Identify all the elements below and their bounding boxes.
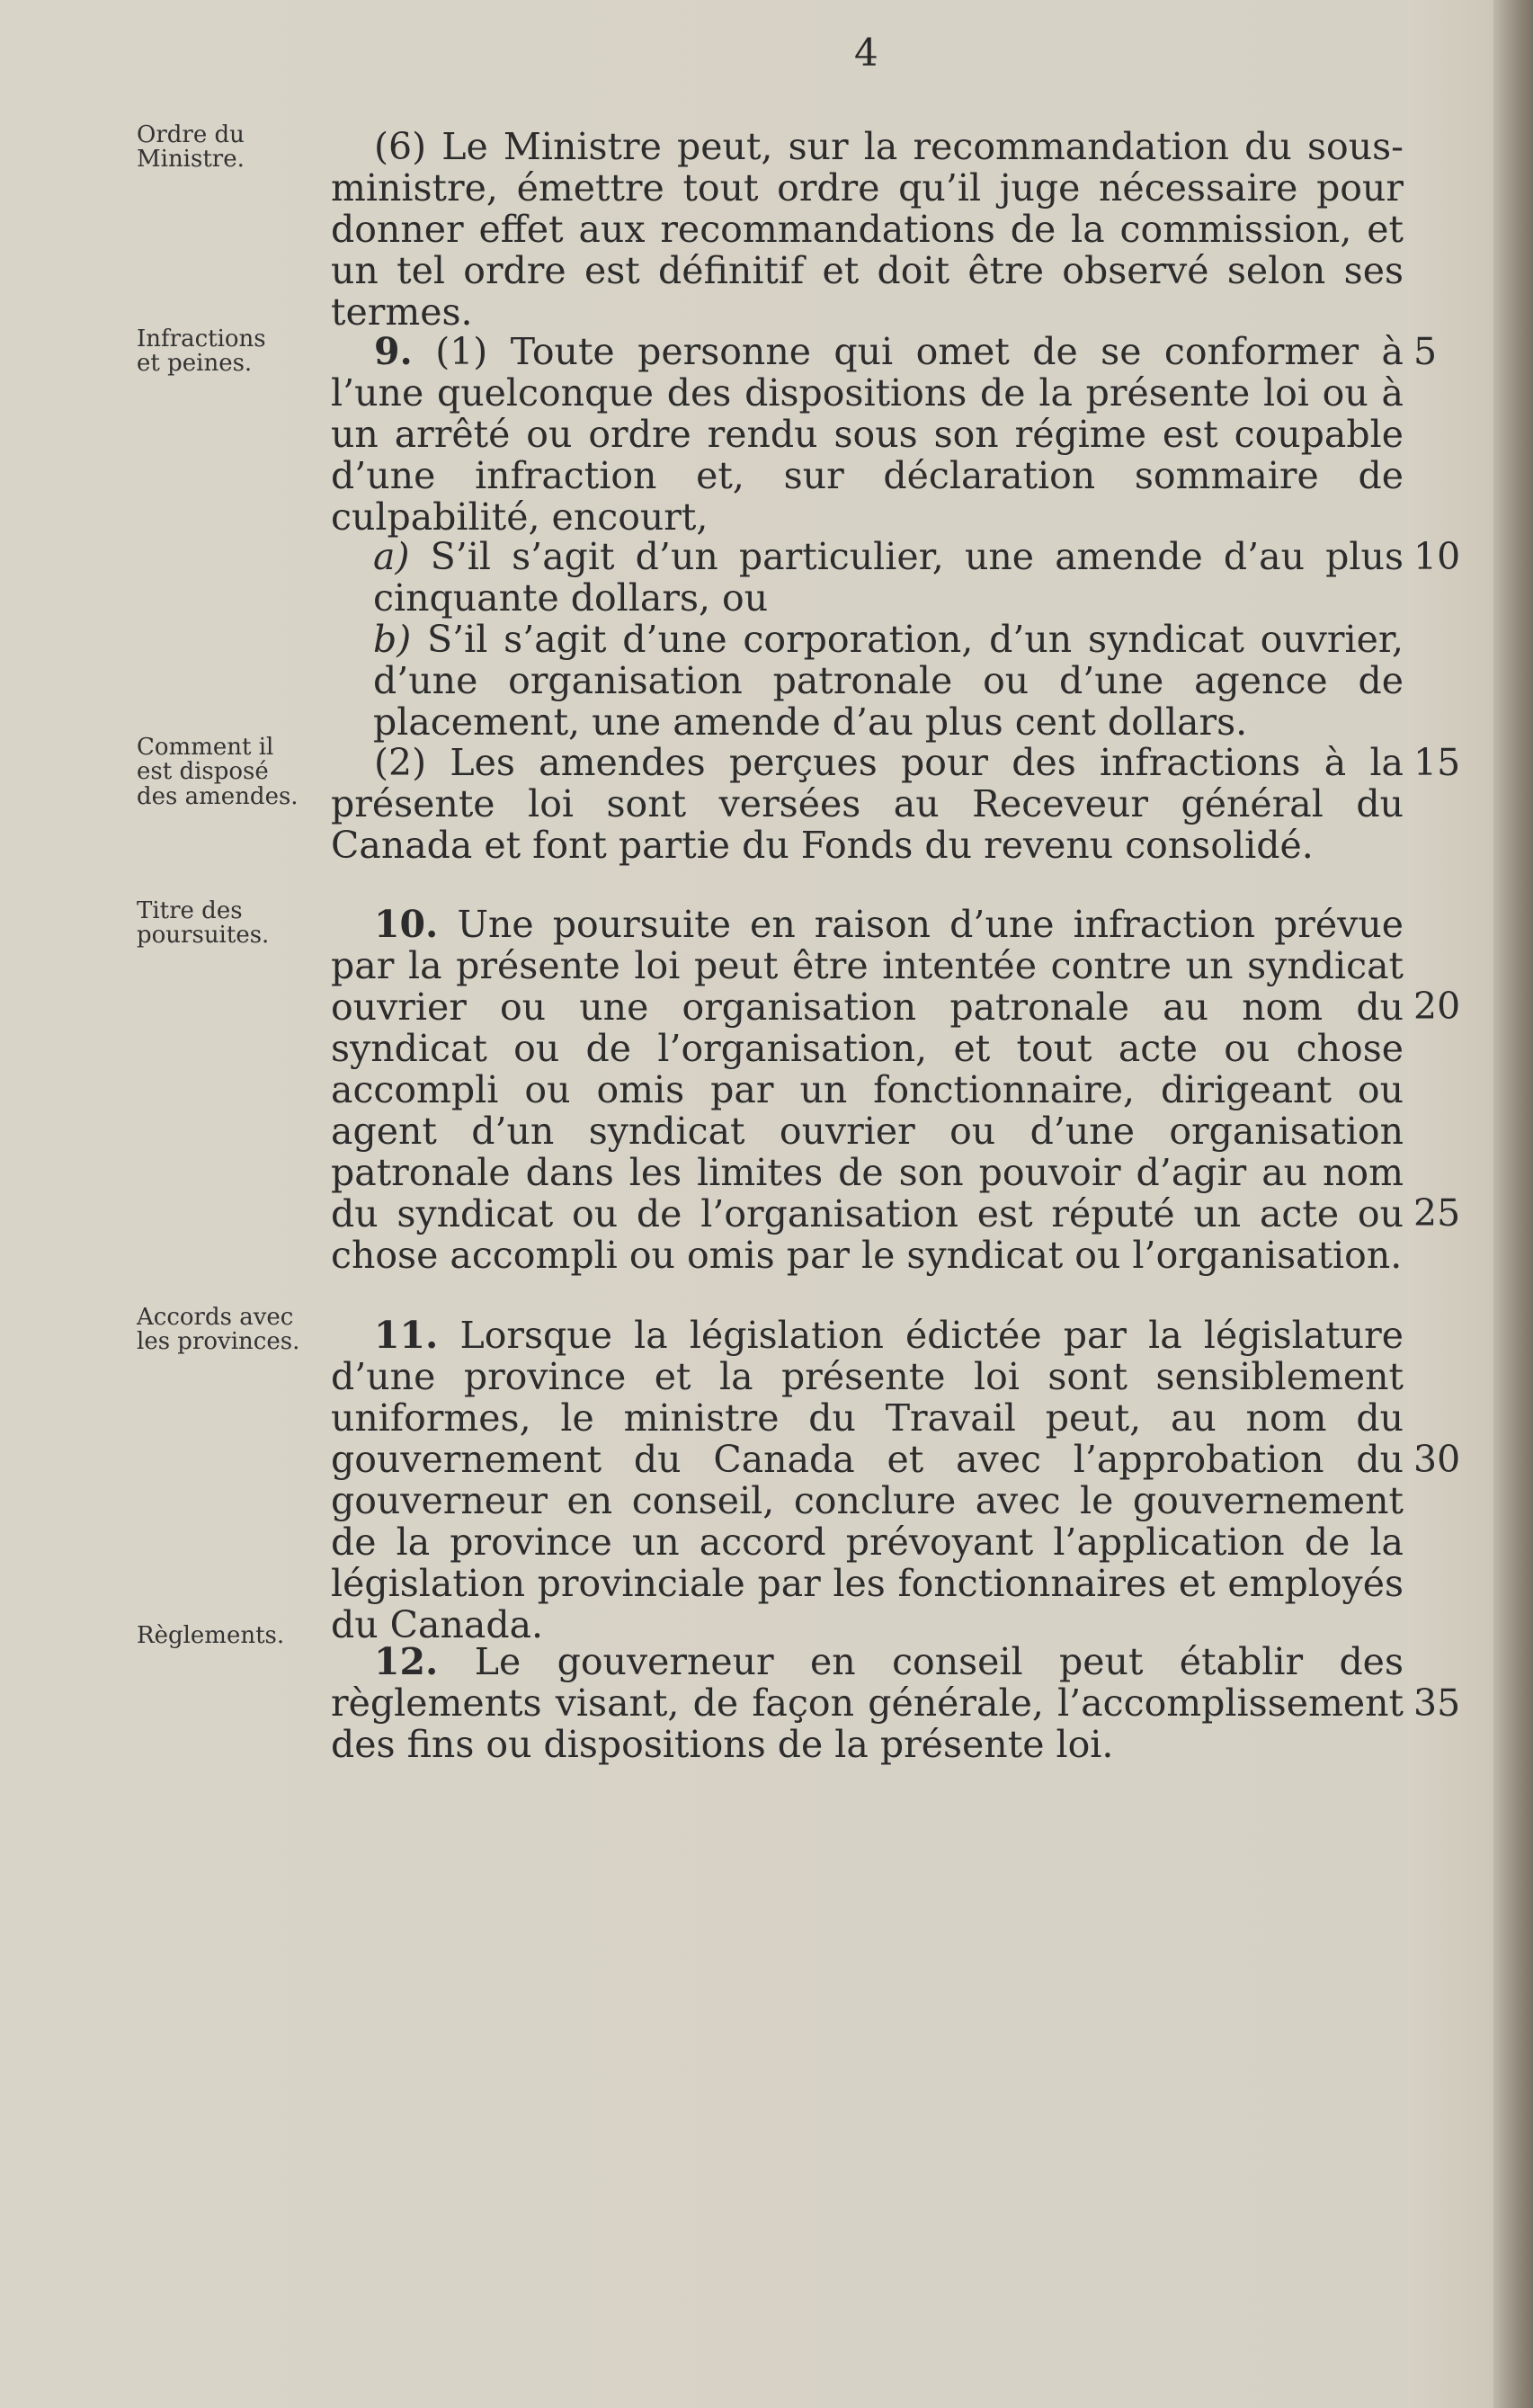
side-note-text: Titre des poursuites. (137, 897, 270, 950)
side-note-ordre-du-ministre (137, 123, 325, 173)
paragraph-text: Lorsque la législation édictée par la législature d’une province et la présente loi sont sensiblement uniformes, le ministre du Travail peut, au nom du gouvernement du Canada et avec l’approbation du gouverneur en conseil, conclure avec le gouvernement de la province un accord prévoyant l’application de la législation provinciale par les fonctionnaires et employés du Canada. (331, 1314, 1404, 1646)
side-note-text: Ordre du Ministre. (137, 121, 245, 174)
section-9-paragraph-2 (331, 742, 1404, 866)
side-note-poursuites (137, 899, 325, 949)
item-letter: b) (373, 618, 412, 661)
section-11 (331, 1315, 1404, 1645)
side-note-text: Comment il est disposé des amendes. (137, 734, 299, 810)
section-9-paragraph-1 (331, 331, 1404, 538)
item-letter: a) (373, 535, 410, 578)
line-number-30: 30 (1413, 1438, 1461, 1481)
paragraph-text: Une poursuite en raison d’une infraction prévue par la présente loi peut être intentée contre un syndicat ouvrier ou une organisation patronale au nom du syndicat ou de l’organisation, et tout acte ou chose accompli ou omis par un fonctionnaire, dirigeant ou agent d’un syndicat ouvrier ou d’une organisation patronale dans les limites de son pouvoir d’agir au nom du syndicat ou de l’organisation est réputé un acte ou chose accompli ou omis par le syndicat ou l’organisation. (331, 903, 1404, 1277)
paragraph-text: (2) Les amendes perçues pour des infractions à la présente loi sont versées au Receveur général du Canada et font partie du Fonds du revenu consolidé. (331, 741, 1404, 867)
section-number: 10. (374, 903, 439, 946)
section-number: 11. (374, 1314, 439, 1357)
paragraph-6 (331, 126, 1404, 333)
page-edge-shadow (1493, 0, 1533, 2408)
paragraph-text: (1) Toute personne qui omet de se conformer à l’une quelconque des dispositions de la présente loi ou à un arrêté ou ordre rendu sous son régime est coupable d’une infraction et, sur déclaration sommaire de culpabilité, encourt, (331, 330, 1404, 539)
page-number: 4 (854, 31, 878, 75)
section-number: 12. (374, 1640, 439, 1683)
line-number-15: 15 (1413, 741, 1461, 784)
paragraph-text: S’il s’agit d’un particulier, une amende d’au plus cinquante dollars, ou (373, 535, 1404, 620)
side-note-text: Accords avec les provinces. (137, 1304, 300, 1356)
line-number-20: 20 (1413, 985, 1461, 1028)
section-10 (331, 904, 1404, 1276)
section-number: 9. (374, 330, 413, 373)
side-note-text: Infractions et peines. (137, 326, 266, 378)
section-9-item-b (373, 619, 1404, 743)
side-note-accords (137, 1306, 325, 1355)
side-note-infractions (137, 327, 325, 377)
side-note-amendes (137, 736, 325, 809)
section-12 (331, 1641, 1404, 1765)
paragraph-text: (6) Le Ministre peut, sur la recommandation du sous-ministre, émettre tout ordre qu’il juge nécessaire pour donner effet aux recommandations de la commission, et un tel ordre est définitif et doit être observé selon ses termes. (331, 125, 1404, 334)
side-note-text: Règlements. (137, 1622, 285, 1649)
section-9-item-a (373, 536, 1404, 619)
line-number-10: 10 (1413, 535, 1461, 578)
paragraph-text: S’il s’agit d’une corporation, d’un syndicat ouvrier, d’une organisation patronale ou d’une agence de placement, une amende d’au plus cent dollars. (373, 618, 1404, 744)
paragraph-text: Le gouverneur en conseil peut établir des règlements visant, de façon générale, l’accomplissement des fins ou dispositions de la présente loi. (331, 1640, 1404, 1766)
side-note-reglements (137, 1624, 325, 1648)
line-number-5: 5 (1413, 330, 1438, 373)
line-number-35: 35 (1413, 1681, 1461, 1725)
line-number-25: 25 (1413, 1191, 1461, 1235)
